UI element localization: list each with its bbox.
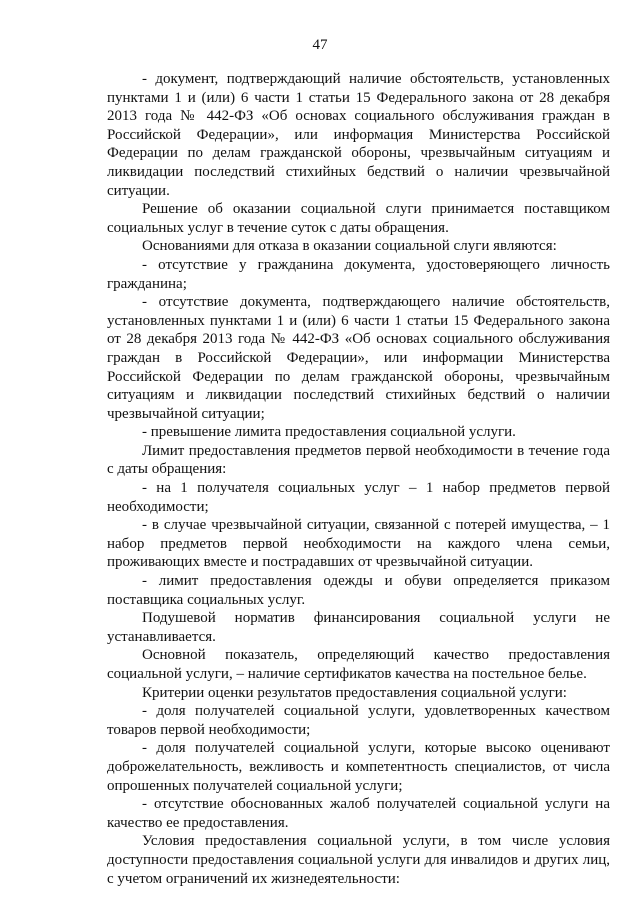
- paragraph-limit-clothing: - лимит предоставления одежды и обуви определяется приказом поставщика социальных услуг.: [107, 573, 610, 608]
- paragraph-refusal-no-circumstance-document: - отсутствие документа, подтверждающего наличие обстоятельств, установленных пунктами 1 и (или) 6 части 1 статьи 15 Федерального закона от 28 декабря 2013 года № 442-ФЗ «Об основах социального обслуживания граждан в Российской Федерации», или информации Министерства Российской Федерации по делам гражданской обороны, чрезвычайным ситуациям и ликвидации последствий стихийных бедствий о наличии чрезвычайной ситуации;: [107, 294, 610, 422]
- paragraph-limit-per-recipient: - на 1 получателя социальных услуг – 1 набор предметов первой необходимости;: [107, 480, 610, 515]
- paragraph-criteria-high-rating-share: - доля получателей социальной услуги, которые высоко оценивают доброжелательность, вежливость и компетентность специалистов, от числа опрошенных получателей социальной услуги;: [107, 740, 610, 794]
- paragraph-document-confirming-circumstances: - документ, подтверждающий наличие обстоятельств, установленных пунктами 1 и (или) 6 части 1 статьи 15 Федерального закона от 28 декабря 2013 года № 442-ФЗ «Об основах социального обслуживания граждан в Российской Федерации», или информация Министерства Российской Федерации по делам гражданской обороны, чрезвычайным ситуациям и ликвидации последствий стихийных бедствий о наличии чрезвычайной ситуации.: [107, 71, 610, 199]
- paragraph-refusal-no-id: - отсутствие у гражданина документа, удостоверяющего личность гражданина;: [107, 256, 610, 292]
- document-body: [107, 70, 610, 888]
- paragraph-criteria-satisfied-share: - доля получателей социальной услуги, удовлетворенных качеством товаров первой необходимости;: [107, 703, 610, 738]
- paragraph-conditions-heading: Условия предоставления социальной услуги, в том числе условия доступности предоставления социальной услуги для инвалидов и других лиц, с учетом ограничений их жизнедеятельности:: [107, 833, 610, 887]
- paragraph-refusal-grounds-heading: Основаниями для отказа в оказании социальной слуги являются:: [142, 238, 557, 255]
- paragraph-criteria-no-complaints: - отсутствие обоснованных жалоб получателей социальной услуги на качество ее предоставления.: [107, 796, 610, 831]
- page-number: 47: [312, 37, 328, 53]
- paragraph-limit-heading: Лимит предоставления предметов первой необходимости в течение года с даты обращения:: [107, 442, 610, 478]
- paragraph-decision-timing: Решение об оказании социальной слуги принимается поставщиком социальных услуг в течение суток с даты обращения.: [107, 201, 610, 236]
- paragraph-limit-emergency: - в случае чрезвычайной ситуации, связанной с потерей имущества, – 1 набор предметов первой необходимости на каждого члена семьи, проживающих вместе и пострадавших от чрезвычайной ситуации.: [107, 517, 610, 571]
- paragraph-per-capita-norm: Подушевой норматив финансирования социальной услуги не устанавливается.: [107, 610, 610, 645]
- paragraph-refusal-limit-exceeded: - превышение лимита предоставления социальной услуги.: [142, 424, 516, 441]
- paragraph-main-indicator: Основной показатель, определяющий качество предоставления социальной услуги, – наличие сертификатов качества на постельное белье.: [107, 647, 610, 682]
- paragraph-criteria-heading: Критерии оценки результатов предоставления социальной услуги:: [142, 684, 567, 701]
